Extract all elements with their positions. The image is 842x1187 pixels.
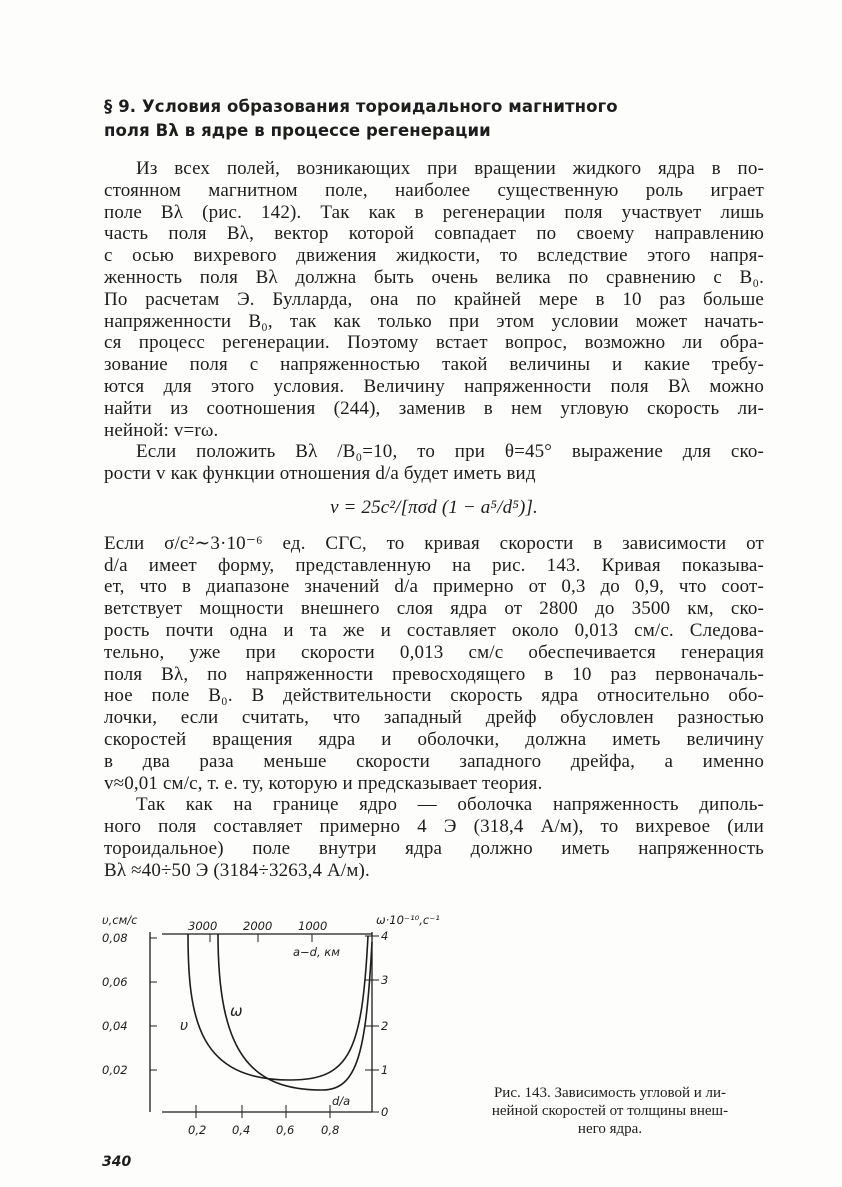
text-line: Из всех полей, возникающих при вращении жидкого ядра в по- bbox=[136, 158, 764, 179]
bottom-tick-label: 0,8 bbox=[321, 1123, 340, 1137]
text-line: напряженности B₀, так как только при этом условии может начать- bbox=[104, 310, 764, 332]
velocity-formula: v = 25c²/[πσd (1 − a⁵/d⁵)]. bbox=[330, 496, 538, 518]
text-line: скоростей вращения ядра и оболочки, должна иметь величину bbox=[104, 728, 764, 750]
section-heading-line-2: поля Bλ в ядре в процессе регенерации bbox=[104, 121, 491, 140]
text-line: зование поля с напряженностью такой величины и какие требу- bbox=[104, 354, 764, 376]
text-line: ются для этого условия. Величину напряженности поля Bλ можно bbox=[104, 375, 764, 397]
right-tick-label: 0 bbox=[381, 1105, 389, 1119]
text-line: с осью вихревого движения жидкости, то вследствие этого напря- bbox=[104, 245, 764, 267]
left-tick-label: 0,08 bbox=[102, 931, 128, 945]
velocity-curve bbox=[188, 934, 368, 1080]
figure-caption bbox=[450, 1084, 770, 1138]
body-text bbox=[104, 158, 764, 882]
caption-line: нейной скоростей от толщины внеш- bbox=[491, 1103, 729, 1119]
bottom-axis-label: d/a bbox=[332, 1094, 351, 1108]
caption-line: Рис. 143. Зависимость угловой и ли- bbox=[493, 1085, 727, 1101]
text-line: стоянном магнитном поле, наиболее существенную роль играет bbox=[104, 179, 764, 201]
text-line: ветствует мощности внешнего слоя ядра от 2800 до 3500 км, ско- bbox=[104, 598, 764, 620]
text-line: Если положить Bλ /B₀=10, то при θ=45° выражение для ско- bbox=[136, 441, 764, 463]
text-line: ного поля составляет примерно 4 Э (318,4 А/м), то вихревое (или bbox=[104, 816, 764, 838]
caption-line: него ядра. bbox=[577, 1121, 643, 1137]
paragraph-2 bbox=[104, 441, 764, 485]
top-axis-label: a−d, км bbox=[293, 945, 340, 959]
text-line: ет, что в диапазоне значений d/a примерно от 0,3 до 0,9, что соот- bbox=[104, 576, 764, 598]
text-line: рости v как функции отношения d/a будет иметь вид bbox=[104, 463, 536, 485]
left-tick-label: 0,06 bbox=[102, 975, 128, 989]
text-line: тороидальное) поле внутри ядра должно иметь напряженность bbox=[104, 837, 764, 859]
left-tick-label: 0,04 bbox=[102, 1019, 128, 1033]
bottom-tick-label: 0,4 bbox=[232, 1123, 251, 1137]
text-line: рость почти одна и та же и составляет около 0,013 см/с. Следова- bbox=[104, 619, 764, 641]
text-line: По расчетам Э. Булларда, она по крайней мере в 10 раз больше bbox=[104, 288, 764, 310]
text-line: лочки, если считать, что западный дрейф обусловлен разностью bbox=[104, 707, 764, 729]
text-line: нейной: v=rω. bbox=[104, 419, 219, 441]
paragraph-3 bbox=[104, 533, 764, 795]
text-line: часть поля Bλ, вектор которой совпадает по своему направлению bbox=[104, 223, 764, 245]
bottom-tick-label: 0,2 bbox=[188, 1123, 207, 1137]
page-number: 340 bbox=[102, 1154, 132, 1170]
section-heading-line-1: § 9. Условия образования тороидального магнитного bbox=[104, 97, 618, 116]
left-tick-label: 0,02 bbox=[102, 1063, 128, 1077]
right-axis-label: ω·10⁻¹⁰,с⁻¹ bbox=[376, 913, 440, 927]
text-line: найти из соотношения (244), заменив в нем угловую скорость ли- bbox=[104, 397, 764, 419]
text-line: Bλ ≈40÷50 Э (3184÷3263,4 А/м). bbox=[104, 859, 370, 881]
bottom-tick-label: 0,6 bbox=[276, 1123, 295, 1137]
velocity-graph bbox=[100, 902, 440, 1154]
text-line: женность поля Bλ должна быть очень велика по сравнению с B₀. bbox=[104, 266, 764, 288]
text-line: поля Bλ, по напряженности превосходящего в 10 раз первоначаль- bbox=[104, 663, 764, 685]
text-line: Если σ/c²∼3·10⁻⁶ ед. СГС, то кривая скорости в зависимости от bbox=[104, 532, 764, 554]
velocity-curve-label: υ bbox=[180, 1018, 189, 1034]
figure-143 bbox=[100, 902, 440, 1154]
top-tick-label: 2000 bbox=[243, 919, 273, 933]
top-tick-label: 3000 bbox=[188, 919, 218, 933]
text-line: ное поле B₀. В действительности скорость ядра относительно обо- bbox=[104, 685, 764, 707]
paragraph-1 bbox=[104, 158, 764, 441]
text-line: в два раза меньше скорости западного дрейфа, а именно bbox=[104, 750, 764, 772]
text-line: v≈0,01 см/с, т. е. ту, которую и предсказывает теория. bbox=[104, 772, 543, 794]
section-heading bbox=[104, 95, 744, 143]
right-tick-label: 1 bbox=[381, 1063, 389, 1077]
paragraph-4 bbox=[104, 794, 764, 881]
left-axis-label: υ,см/с bbox=[102, 913, 138, 927]
text-line: d/a имеет форму, представленную на рис. 143. Кривая показыва- bbox=[104, 554, 764, 576]
top-tick-label: 1000 bbox=[298, 919, 328, 933]
right-tick-label: 4 bbox=[381, 929, 389, 943]
text-line: поле Bλ (рис. 142). Так как в регенерации поля участвует лишь bbox=[104, 201, 764, 223]
text-line: Так как на границе ядро — оболочка напряженность диполь- bbox=[136, 794, 764, 816]
text-line: тельно, уже при скорости 0,013 см/с обеспечивается генерация bbox=[104, 641, 764, 663]
right-tick-label: 2 bbox=[381, 1019, 389, 1033]
text-line: ся процесс регенерации. Поэтому встает вопрос, возможно ли обра- bbox=[104, 332, 764, 354]
angular-velocity-curve-label: ω bbox=[230, 1002, 243, 1020]
right-tick-label: 3 bbox=[381, 973, 389, 987]
